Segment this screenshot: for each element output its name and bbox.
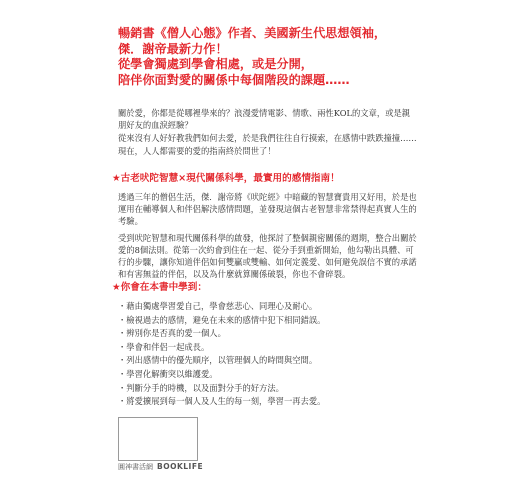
list-item: ・學習化解衝突以維護愛。 [118,368,218,379]
headline-line-4: 陪伴你面對愛的關係中每個階段的課題…… [118,72,350,87]
list-item: ・藉由獨處學習愛自己，學會慈悲心、同理心及耐心。 [118,301,318,311]
learning-points-list [118,300,418,409]
section-1-paragraph-2: 受到吠陀智慧和現代關係科學的啟發，他探討了整個親密關係的週期，整合出關於愛的8個法則。從第一次約會到住在一起、從分手到重新開始，他勾勒出具體、可行的步驟，讓你知道伴侶如何雙贏或雙輸、如何定義愛、如何避免誤信不實的承諾和有害無益的伴侶，以及為什麼就算關係破裂，你也不會碎裂。 [118,232,417,280]
list-item: ・檢視過去的感情，避免在未來的感情中犯下相同錯誤。 [118,314,326,325]
list-item: ・將愛擴展到每一個人及人生的每一刻，學習一再去愛。 [118,396,326,407]
section-1-body [118,191,418,284]
list-item: ・判斷分手的時機，以及面對分手的好方法。 [118,382,284,393]
section-1-paragraph-1: 透過三年的僧侶生活，傑．謝帝將《吠陀經》中暗藏的智慧寶貴用又好用，於是也運用在輔導個人和伴侶解決感情問題，並發現這個古老智慧非常禁得起真實人生的考驗。 [118,192,417,227]
intro-paragraph-2: 從來沒有人好好教我們如何去愛，於是我們往往自行摸索，在感情中跌跌撞撞……現在，人人都需要的愛的指南終於問世了！ [118,133,417,156]
publisher-brand-logo: BOOKLIFE [157,462,204,471]
headline-line-1: 暢銷書《僧人心態》作者、美國新生代思想領袖， [118,26,387,40]
intro-block [118,107,418,158]
barcode-placeholder [118,417,198,461]
headline-block [118,26,418,88]
section-1-heading: ★古老吠陀智慧×現代關係科學，最實用的感情指南！ [112,173,340,184]
list-item: ・列出感情中的優先順序，以管理個人的時間與空間。 [118,355,318,366]
publisher-name: 圓神書活網 [118,463,153,471]
list-item: ・辨別你是否真的愛一個人。 [118,328,226,339]
list-item: ・學會和伴侶一起成長。 [118,341,210,352]
intro-paragraph-1: 關於愛，你都是從哪裡學來的？浪漫愛情電影、情歌、兩性KOL的文章，或是親朋好友的血淚經驗？ [118,108,411,131]
headline-line-3: 從學會獨處到學會相處，或是分開， [118,57,313,72]
publisher-footer [118,462,203,472]
section-2-heading: ★你會在本書中學到： [112,282,207,293]
headline-line-2: 傑．謝帝最新力作！ [118,41,228,56]
